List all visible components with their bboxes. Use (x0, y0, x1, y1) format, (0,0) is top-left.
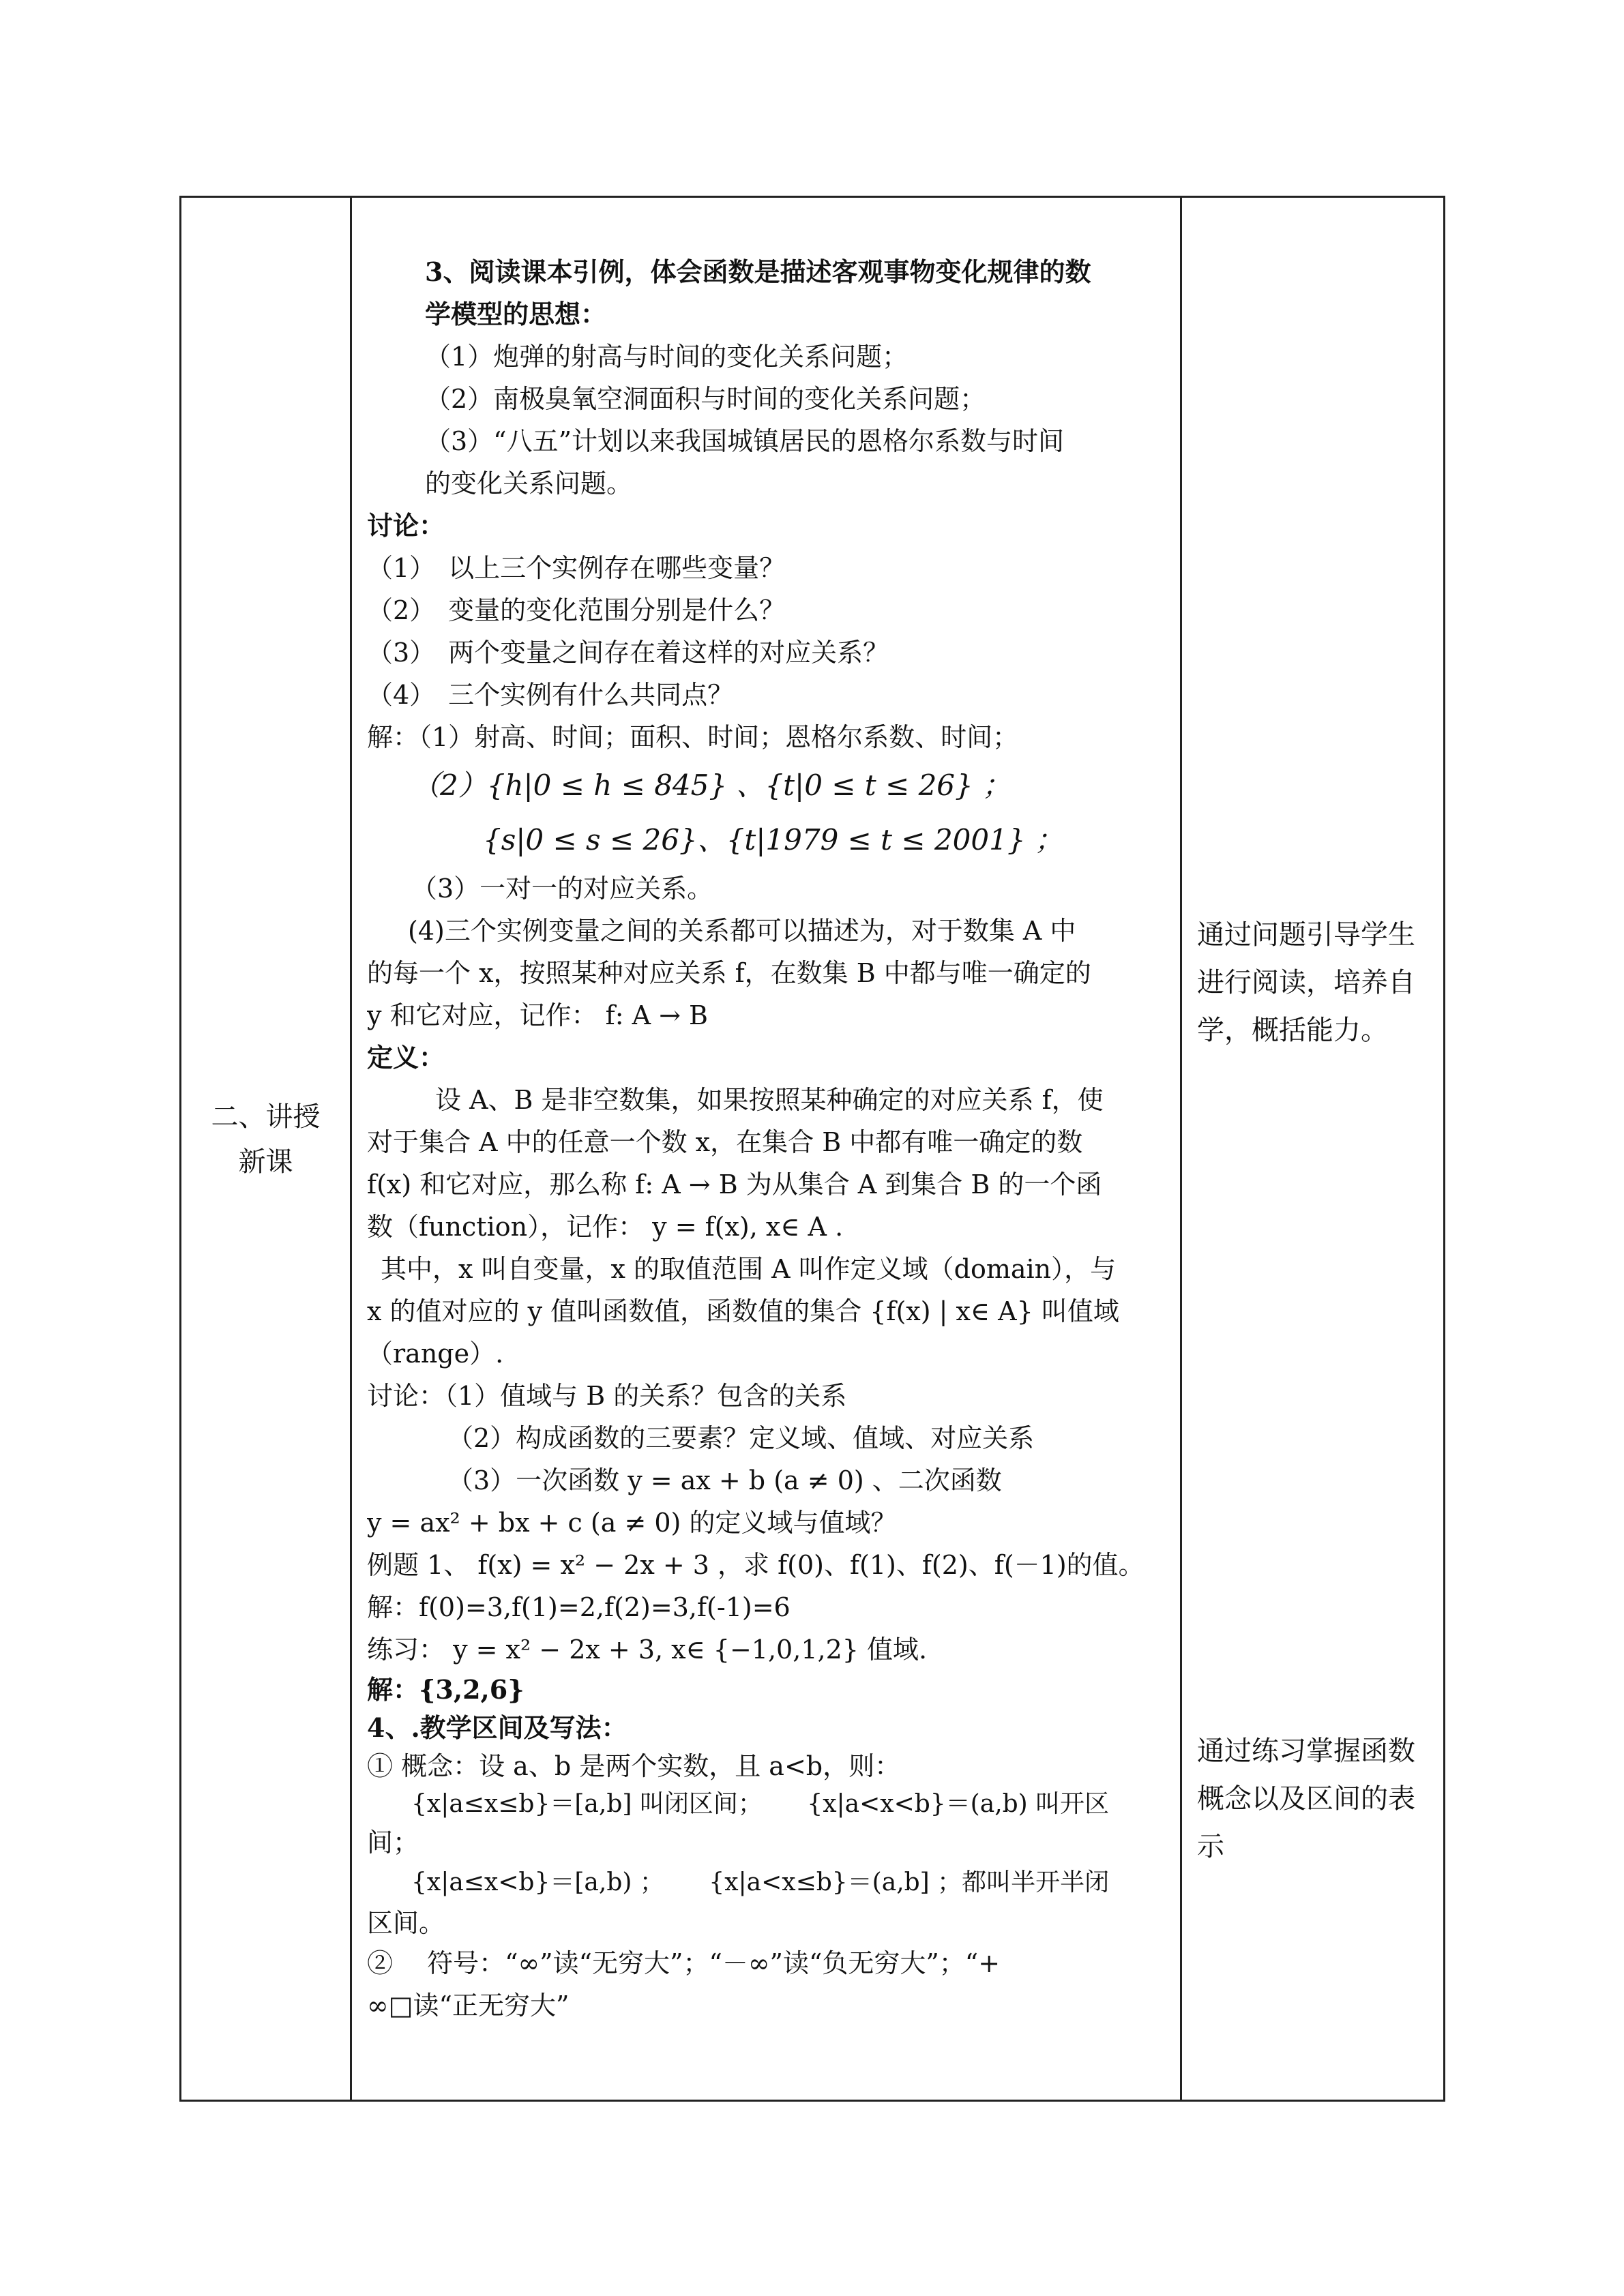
section-column (181, 198, 350, 2100)
text-line: 解：f(0)=3,f(1)=2,f(2)=3,f(-1)=6 (367, 1592, 791, 1622)
text-line: （4） 三个实例有什么共同点？ (367, 680, 734, 710)
text-line: f(x) 和它对应，那么称 f: A → B 为从集合 A 到集合 B 的一个函 (367, 1169, 1102, 1199)
text-line: （3）一次函数 y = ax + b (a ≠ 0) 、二次函数 (447, 1465, 1002, 1495)
formula-line: （2）{h|0 ≤ h ≤ 845} 、{t|0 ≤ t ≤ 26} ； (411, 769, 1012, 802)
text-line: 练习： y = x² − 2x + 3, x∈ {−1,0,1,2} 值域. (367, 1635, 928, 1665)
text-line: （2） 变量的变化范围分别是什么？ (367, 595, 786, 625)
text-line: {x|a≤x≤b}＝[a,b] 叫闭区间； {x|a<x<b}＝(a,b) 叫开区 (411, 1790, 1110, 1818)
text-line: {x|a≤x<b}＝[a,b) ； {x|a<x≤b}＝(a,b] ；都叫半开半闭 (411, 1868, 1110, 1896)
text-line: （range）. (367, 1339, 504, 1369)
text-line: ② 符号：“∞”读“无穷大”；“－∞”读“负无穷大”；“+ (367, 1948, 1001, 1978)
lesson-table (179, 196, 1445, 2102)
notes-column (1182, 198, 1443, 2100)
text-line: 3、阅读课本引例，体会函数是描述客观事物变化规律的数 (425, 256, 1091, 287)
text-line: 解：{3,2,6} (367, 1674, 525, 1705)
text-line: 讨论： (367, 510, 445, 541)
teaching-note: 通过练习掌握函数 概念以及区间的表 示 (1197, 1735, 1415, 1862)
text-line: 4、.教学区间及写法： (367, 1712, 628, 1743)
text-line: (4)三个实例变量之间的关系都可以描述为，对于数集 A 中 (408, 916, 1076, 946)
text-line: ① 概念：设 a、b 是两个实数，且 a<b，则： (367, 1751, 901, 1781)
text-line: （3） 两个变量之间存在着这样的对应关系？ (367, 638, 889, 668)
text-line: （3）一对一的对应关系。 (411, 874, 713, 904)
text-line: （2）构成函数的三要素？定义域、值域、对应关系 (447, 1423, 1035, 1453)
text-line: 数（function），记作： y = f(x), x∈ A . (367, 1212, 844, 1242)
formula-line: {s|0 ≤ s ≤ 26}、{t|1979 ≤ t ≤ 2001} ； (483, 823, 1063, 856)
text-line: 间； (367, 1828, 419, 1858)
text-line: 解：（1）射高、时间；面积、时间；恩格尔系数、时间； (367, 722, 1019, 752)
text-line: （1）炮弹的射高与时间的变化关系问题； (425, 342, 909, 372)
text-line: 其中，x 叫自变量，x 的取值范围 A 叫作定义域（domain），与 (381, 1254, 1117, 1284)
text-line: （1） 以上三个实例存在哪些变量？ (367, 553, 786, 583)
teaching-note: 通过问题引导学生 进行阅读，培养自 学，概括能力。 (1197, 919, 1415, 1046)
text-line: （3）“八五”计划以来我国城镇居民的恩格尔系数与时间 (425, 426, 1065, 456)
lesson-content (367, 251, 1172, 2027)
text-line: 的变化关系问题。 (425, 468, 633, 498)
text-line: 区间。 (367, 1908, 445, 1938)
text-line: 对于集合 A 中的任意一个数 x，在集合 B 中都有唯一确定的数 (367, 1127, 1083, 1157)
section-label: 二、讲授 新课 (211, 1101, 321, 1178)
text-line: 的每一个 x，按照某种对应关系 f，在数集 B 中都与唯一确定的 (367, 958, 1091, 988)
text-line: 学模型的思想： (425, 299, 607, 329)
text-line: x 的值对应的 y 值叫函数值，函数值的集合 {f(x) | x∈ A} 叫值域 (367, 1296, 1119, 1326)
text-line: ∞□读“正无穷大” (367, 1991, 570, 2021)
text-line: 例题 1、 f(x) = x² − 2x + 3 ，求 f(0)、f(1)、f(2)、f(－1)的值。 (367, 1550, 1145, 1580)
text-line: y = ax² + bx + c (a ≠ 0) 的定义域与值域？ (367, 1508, 897, 1538)
content-column (352, 198, 1180, 2100)
text-line: 讨论：（1）值域与 B 的关系？包含的关系 (367, 1381, 847, 1411)
text-line: 设 A、B 是非空数集，如果按照某种确定的对应关系 f，使 (435, 1085, 1104, 1115)
text-line: （2）南极臭氧空洞面积与时间的变化关系问题； (425, 384, 986, 414)
text-line: 定义： (367, 1042, 445, 1073)
text-line: y 和它对应，记作： f: A → B (367, 1000, 708, 1030)
